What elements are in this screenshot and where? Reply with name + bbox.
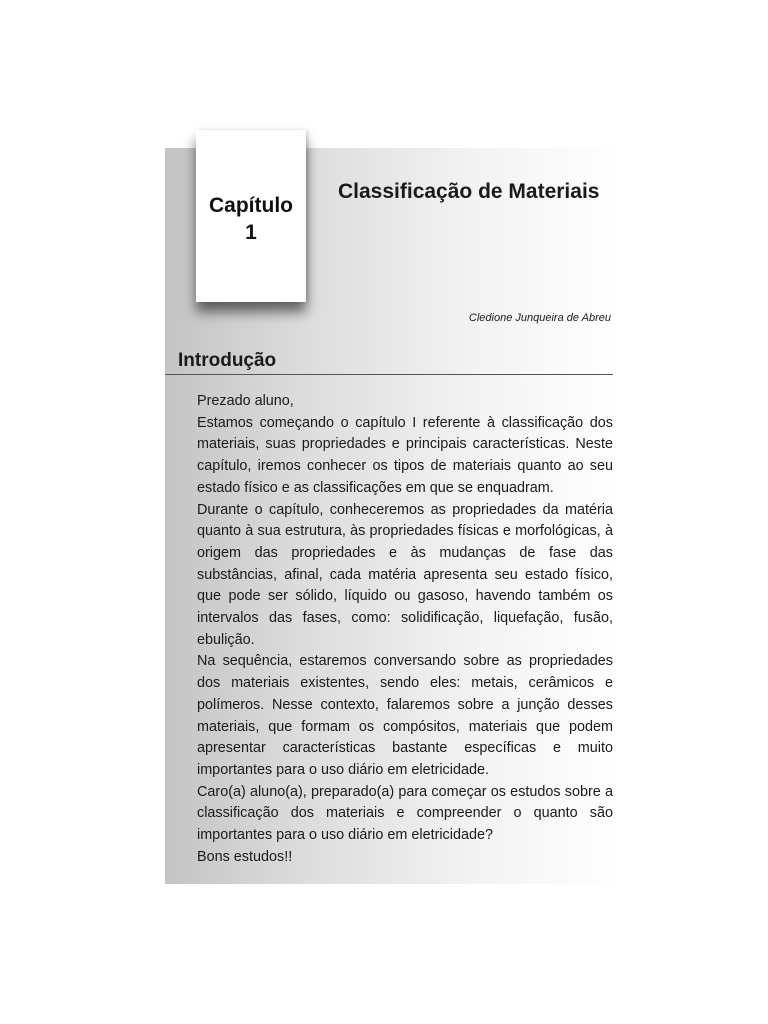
paragraph: Na sequência, estaremos conversando sobre as propriedades dos materiais existentes, sendo eles: metais, cerâmicos e polímeros. Nesse contexto, falaremos sobre a junção desses materiais, que formam os compósitos, materiais que podem apresentar características bastante específicas e muito importantes para o uso diário em eletricidade. [197, 653, 613, 778]
paragraph-closing: Bons estudos!! [197, 848, 293, 865]
chapter-tab [196, 130, 306, 302]
author-name: Cledione Junqueira de Abreu [468, 312, 611, 324]
paragraph: Caro(a) aluno(a), preparado(a) para começar os estudos sobre a classificação dos materiais e compreender o quanto são importantes para o uso diário em eletricidade? [197, 783, 613, 844]
chapter-label: Capítulo [209, 194, 293, 217]
chapter-title: Classificação de Materiais [338, 180, 600, 203]
paragraph-greeting: Prezado aluno, [197, 393, 294, 409]
section-divider [165, 374, 613, 375]
paragraph: Estamos começando o capítulo I referente à classificação dos materiais, suas propriedades e principais características. Neste capítulo, iremos conhecer os tipos de materiais quanto ao seu estado físico e as classificações em que se enquadram. [197, 414, 613, 496]
intro-body [197, 391, 613, 868]
chapter-number: 1 [245, 221, 257, 244]
section-heading: Introdução [178, 350, 277, 371]
paragraph: Durante o capítulo, conheceremos as propriedades da matéria quanto à sua estrutura, às propriedades físicas e morfológicas, à origem das propriedades e às mudanças de fase das substâncias, afinal, cada matéria apresenta seu estado físico, que pode ser sólido, líquido ou gasoso, havendo também os intervalos das fases, como: solidificação, liquefação, fusão, ebulição. [197, 501, 613, 648]
